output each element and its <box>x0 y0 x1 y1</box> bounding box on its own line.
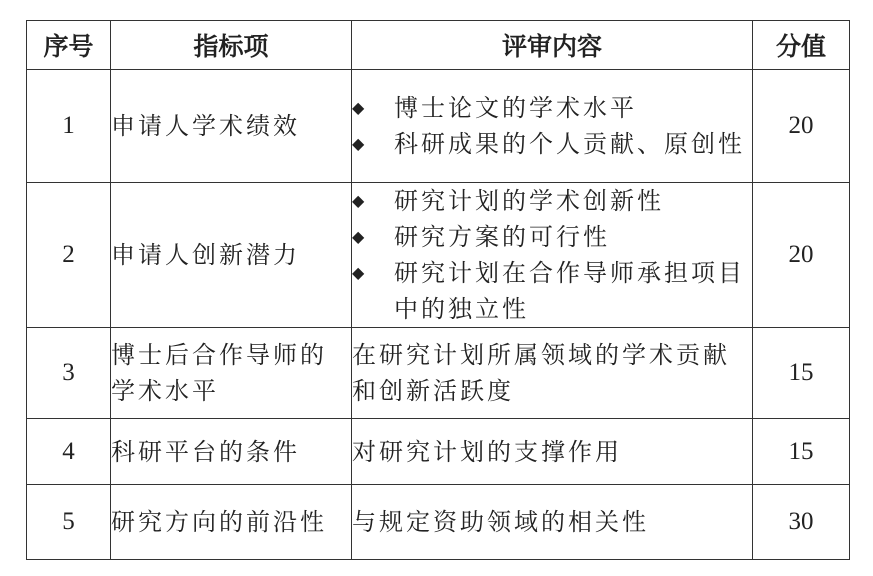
table-row <box>27 328 850 419</box>
table-row <box>27 419 850 485</box>
row-seq: 2 <box>27 183 111 328</box>
diamond-bullet-icon: ◆ <box>352 227 368 246</box>
content-bullet-list <box>352 183 752 327</box>
table-row <box>27 485 850 560</box>
row-score: 15 <box>753 328 850 419</box>
row-content <box>352 183 753 328</box>
row-score: 20 <box>753 183 850 328</box>
row-content <box>352 328 753 419</box>
header-content: 评审内容 <box>352 21 753 70</box>
header-seq: 序号 <box>27 21 111 70</box>
bullet-text: 科研成果的个人贡献、原创性 <box>394 130 745 158</box>
diamond-bullet-icon: ◆ <box>352 263 368 282</box>
content-text: 与规定资助领域的相关性 <box>352 508 649 536</box>
diamond-bullet-icon: ◆ <box>352 191 368 210</box>
content-text: 对研究计划的支撑作用 <box>352 437 622 466</box>
table-row <box>27 70 850 183</box>
row-seq: 1 <box>27 70 111 183</box>
row-content <box>352 419 753 485</box>
row-indicator: 研究方向的前沿性 <box>111 485 352 560</box>
row-indicator: 申请人创新潜力 <box>111 183 352 328</box>
bullet-text: 研究计划的学术创新性 <box>394 187 664 215</box>
table-header-row <box>27 21 850 70</box>
row-seq: 5 <box>27 485 111 560</box>
table-row <box>27 183 850 328</box>
review-criteria-table <box>26 20 850 560</box>
row-content <box>352 485 753 560</box>
diamond-bullet-icon: ◆ <box>352 134 368 153</box>
row-score: 15 <box>753 419 850 485</box>
row-seq: 3 <box>27 328 111 419</box>
content-bullet-item <box>352 255 752 327</box>
bullet-text: 博士论文的学术水平 <box>394 94 637 122</box>
header-score: 分值 <box>753 21 850 70</box>
row-indicator: 申请人学术绩效 <box>111 70 352 183</box>
bullet-text: 研究方案的可行性 <box>394 223 610 251</box>
row-content <box>352 70 753 183</box>
row-score: 20 <box>753 70 850 183</box>
content-bullet-item <box>352 183 752 219</box>
content-bullet-item <box>352 219 752 255</box>
content-bullet-item <box>352 126 752 162</box>
row-indicator: 博士后合作导师的学术水平 <box>111 328 352 419</box>
content-text: 在研究计划所属领域的学术贡献和创新活跃度 <box>352 341 730 405</box>
content-bullet-list <box>352 90 752 162</box>
row-seq: 4 <box>27 419 111 485</box>
diamond-bullet-icon: ◆ <box>352 98 368 117</box>
bullet-text: 研究计划在合作导师承担项目中的独立性 <box>394 259 745 323</box>
header-indicator: 指标项 <box>111 21 352 70</box>
row-score: 30 <box>753 485 850 560</box>
content-bullet-item <box>352 90 752 126</box>
row-indicator: 科研平台的条件 <box>111 419 352 485</box>
